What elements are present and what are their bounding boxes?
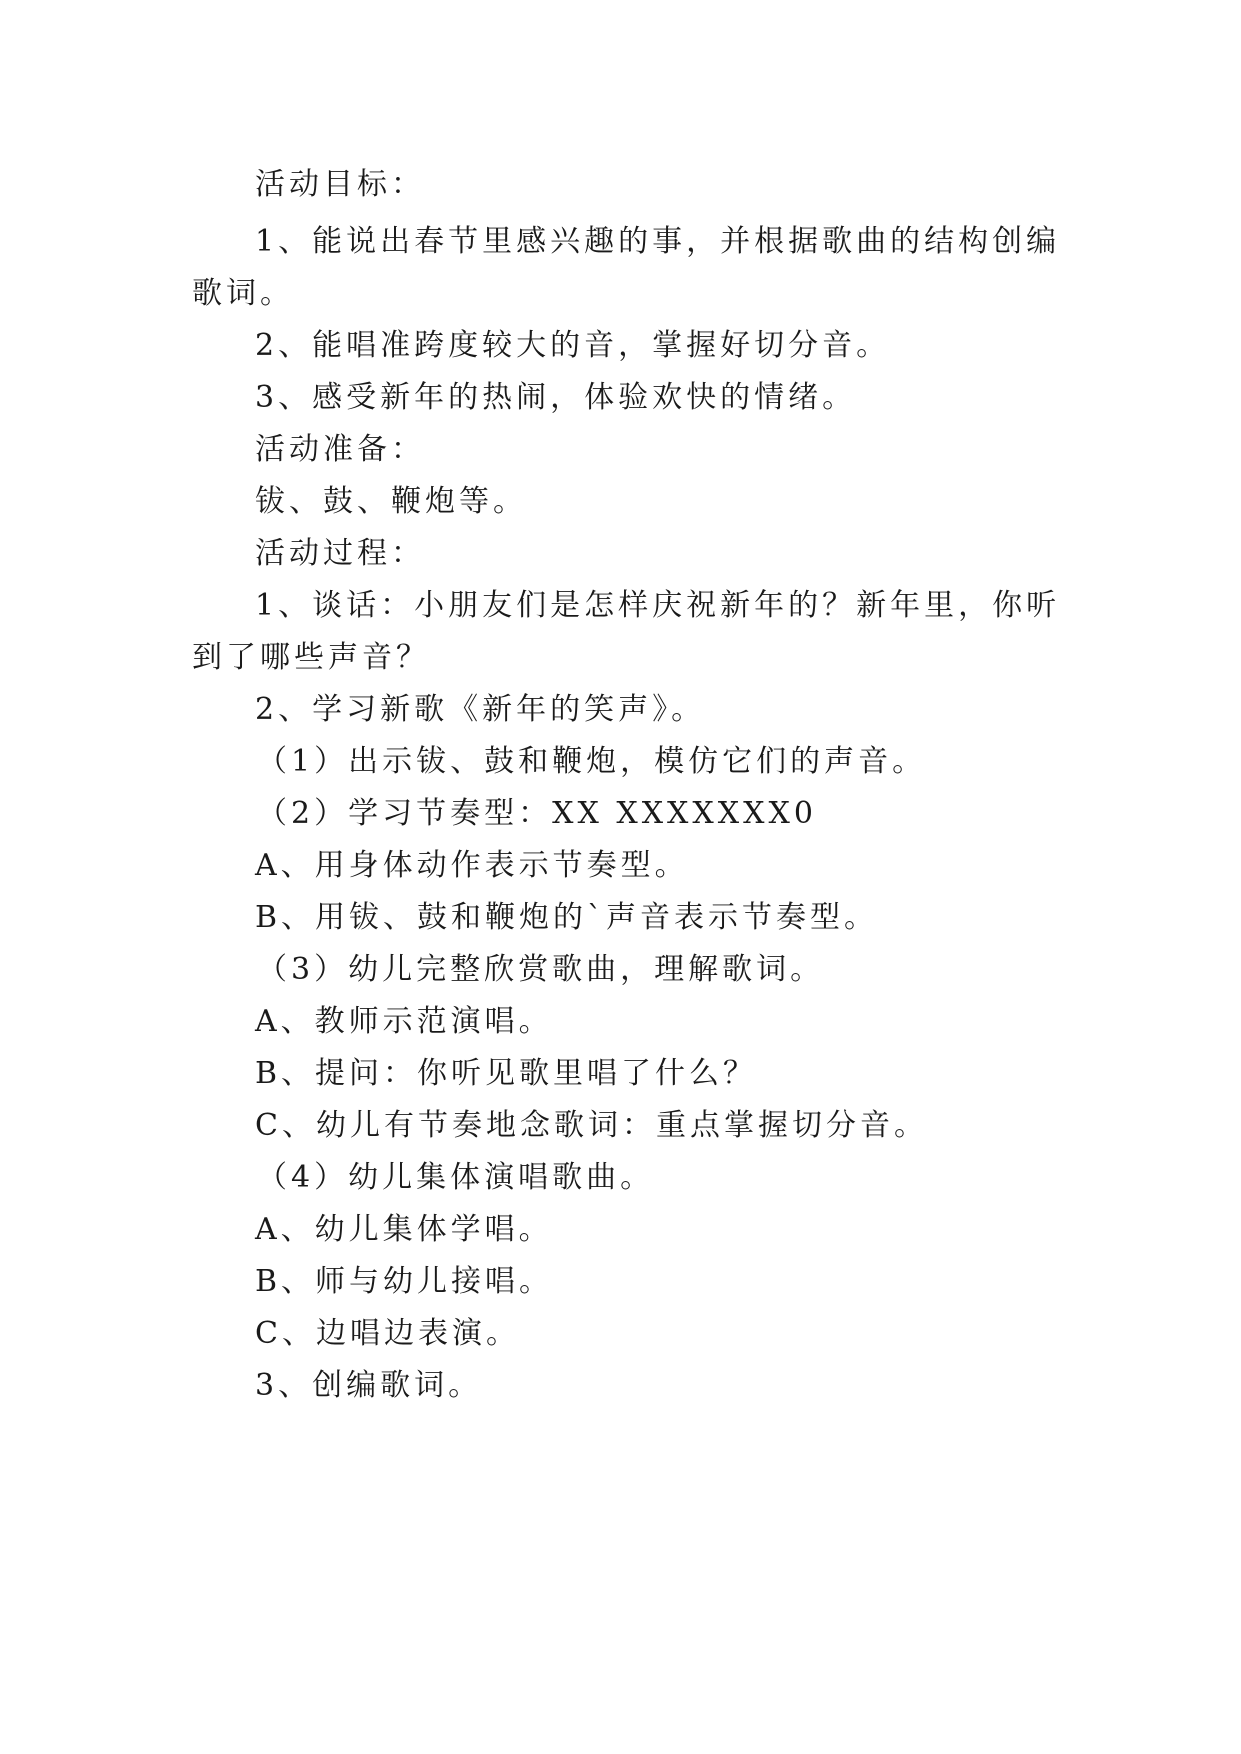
- substep-1: （1）出示钹、鼓和鞭炮，模仿它们的声音。: [257, 744, 927, 779]
- heading-activity-preparation: 活动准备：: [255, 432, 425, 467]
- substep-4-item-a: A、幼儿集体学唱。: [255, 1212, 553, 1247]
- substep-3-item-c: C、幼儿有节奏地念歌词：重点掌握切分音。: [255, 1108, 928, 1143]
- substep-2-item-a: A、用身体动作表示节奏型。: [255, 848, 689, 883]
- substep-4-item-c: C、边唱边表演。: [255, 1316, 520, 1351]
- heading-activity-process: 活动过程：: [255, 536, 425, 571]
- goal-item-2: 2、能唱准跨度较大的音，掌握好切分音。: [255, 328, 891, 363]
- substep-2: （2）学习节奏型：XX XXXXXXX0: [257, 796, 817, 831]
- process-step-1-continued: 到了哪些声音？: [192, 640, 430, 675]
- process-step-1: 1、谈话：小朋友们是怎样庆祝新年的？新年里，你听: [255, 588, 1061, 623]
- preparation-materials: 钹、鼓、鞭炮等。: [255, 484, 527, 519]
- goal-item-1: 1、能说出春节里感兴趣的事，并根据歌曲的结构创编: [255, 224, 1061, 259]
- process-step-2: 2、学习新歌《新年的笑声》。: [255, 692, 706, 727]
- substep-2-item-b: B、用钹、鼓和鞭炮的`声音表示节奏型。: [255, 900, 879, 935]
- substep-4-item-b: B、师与幼儿接唱。: [255, 1264, 554, 1299]
- heading-activity-goals: 活动目标：: [255, 167, 425, 202]
- substep-3-item-b: B、提问：你听见歌里唱了什么？: [255, 1056, 758, 1091]
- substep-4: （4）幼儿集体演唱歌曲。: [257, 1160, 655, 1195]
- goal-item-3: 3、感受新年的热闹，体验欢快的情绪。: [255, 380, 857, 415]
- substep-3: （3）幼儿完整欣赏歌曲，理解歌词。: [257, 952, 825, 987]
- substep-3-item-a: A、教师示范演唱。: [255, 1004, 553, 1039]
- process-step-3: 3、创编歌词。: [255, 1368, 483, 1403]
- goal-item-1-continued: 歌词。: [192, 276, 294, 311]
